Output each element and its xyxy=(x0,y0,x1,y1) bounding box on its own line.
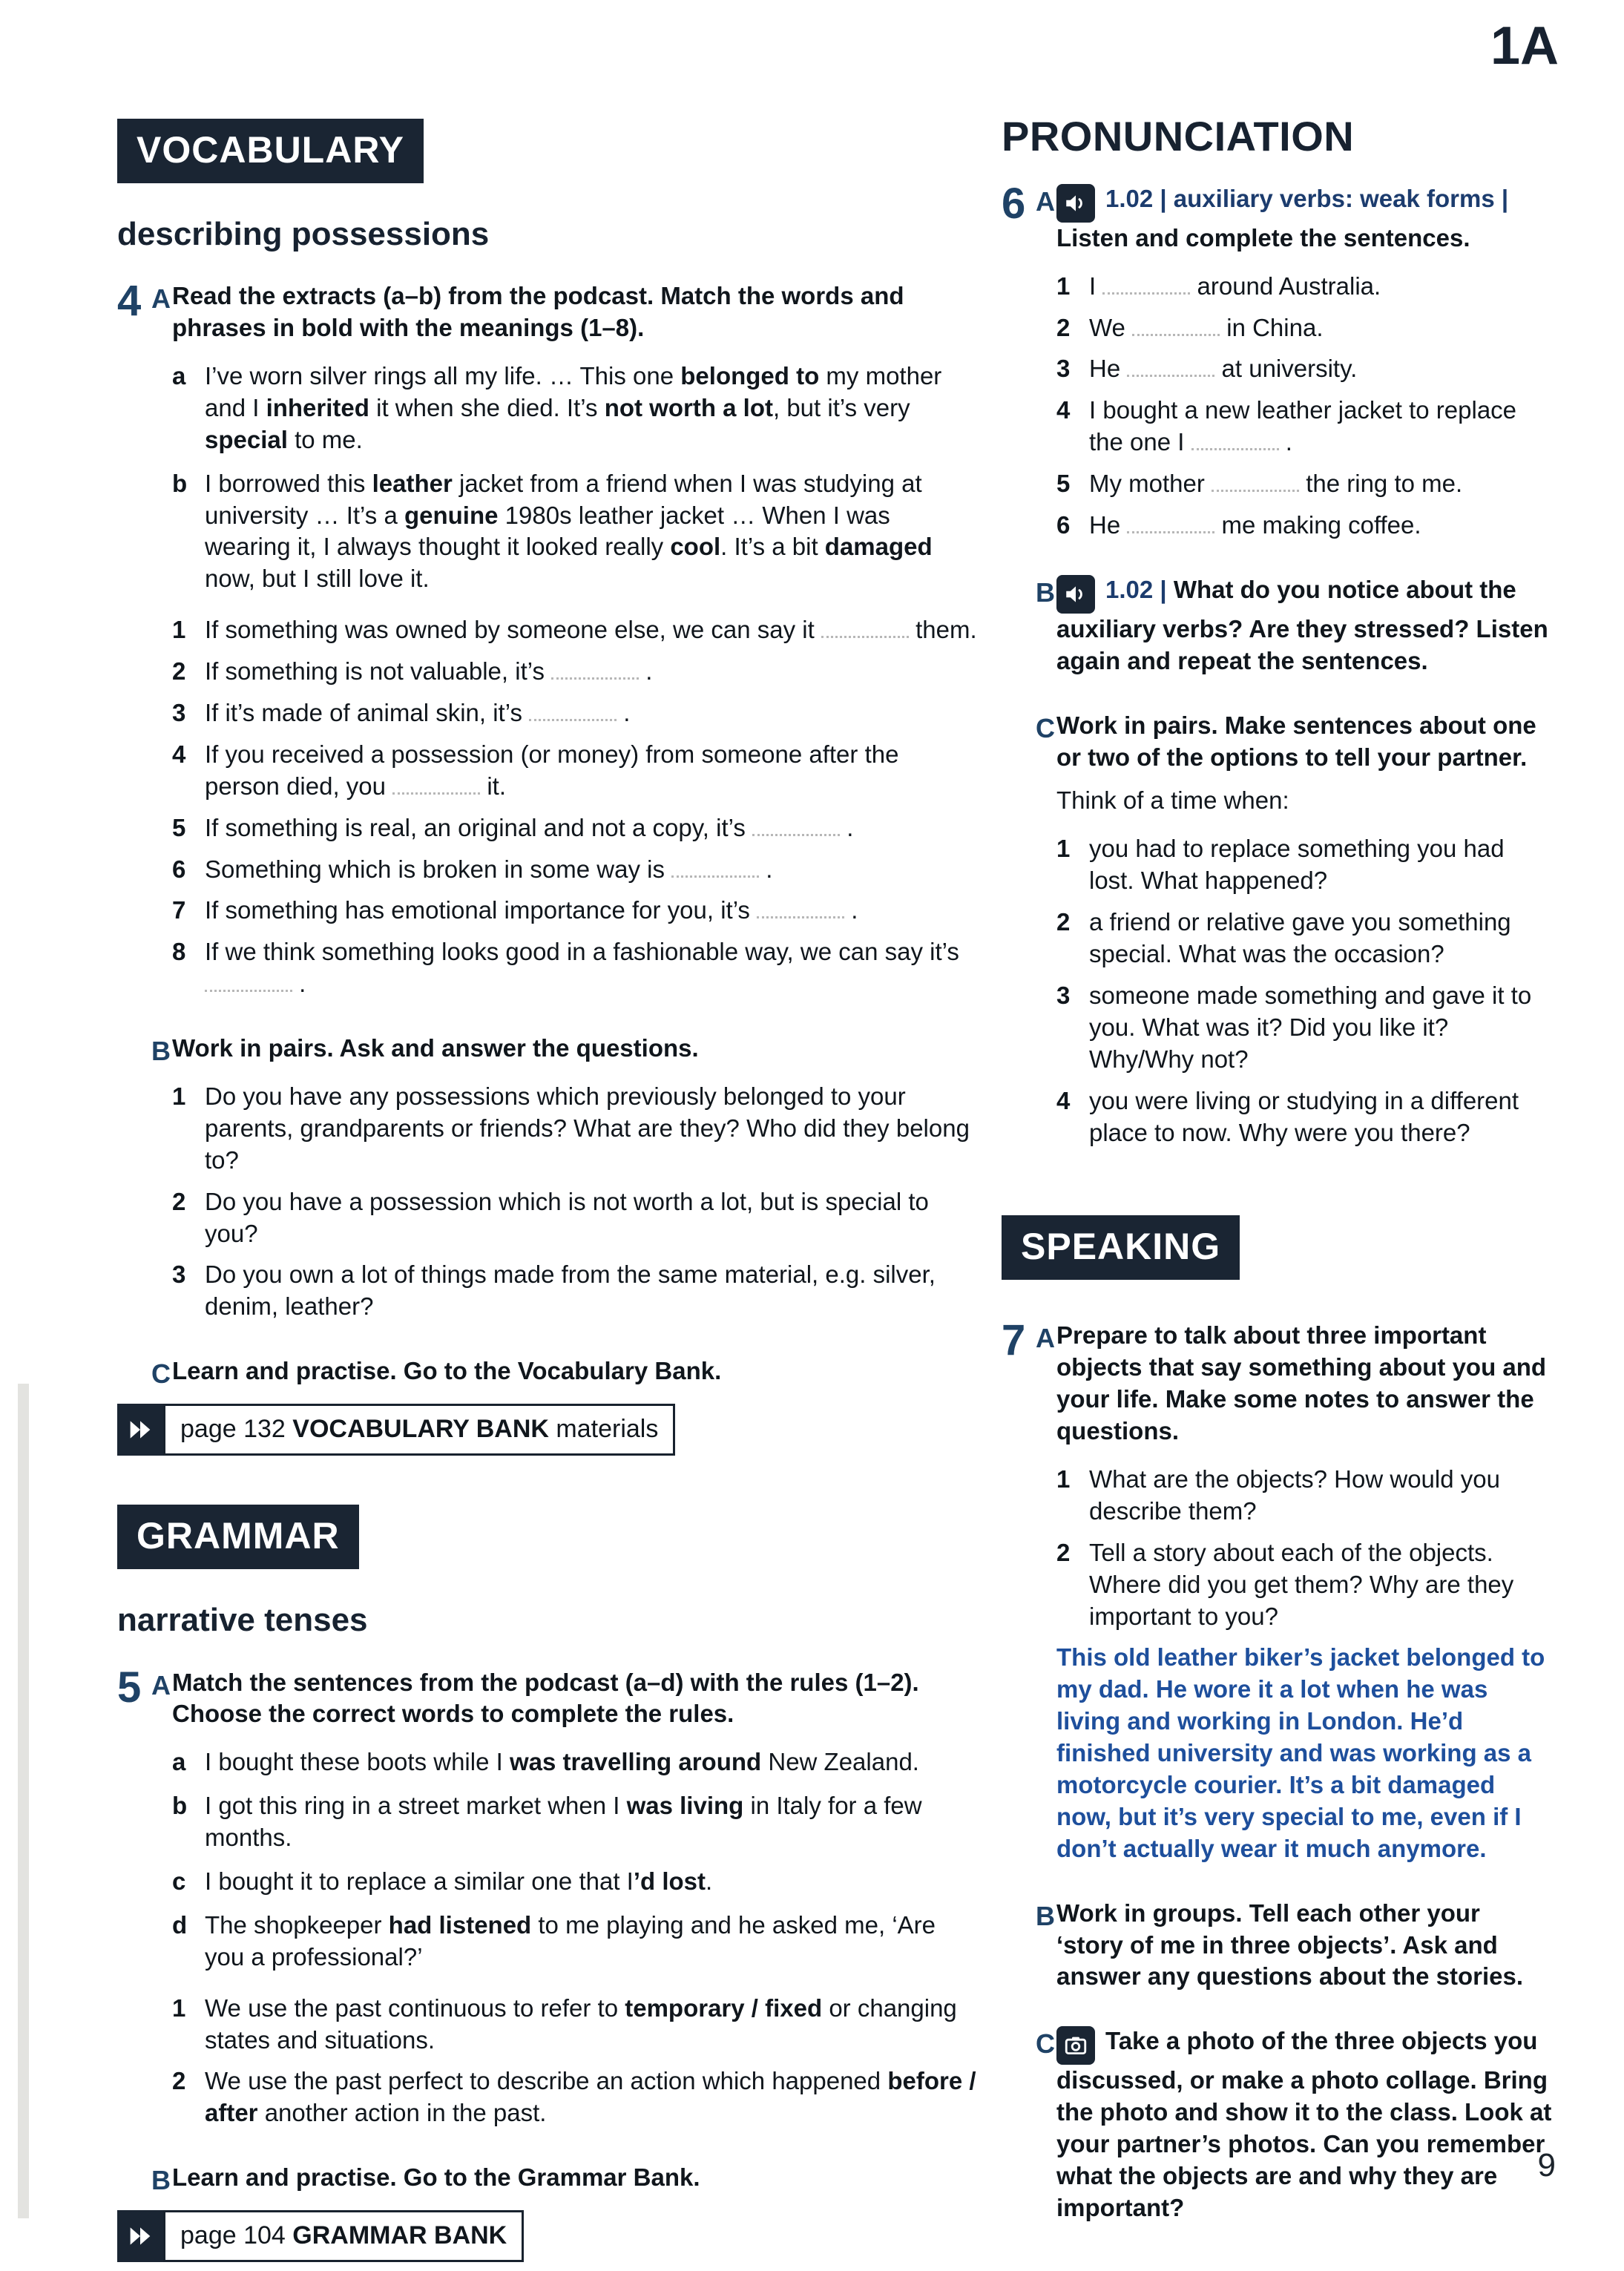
rule-item xyxy=(172,1993,978,2057)
item-number: 4 xyxy=(1056,396,1071,424)
item-text: If something was owned by someone else, we can say it them. xyxy=(205,616,977,644)
exercise-7a-letter: A xyxy=(1036,1323,1055,1354)
item-text: If it’s made of animal skin, it’s . xyxy=(205,698,631,726)
meaning-item xyxy=(172,812,978,844)
sentence-text: I got this ring in a street market when I was living in Italy for a few months. xyxy=(205,1792,922,1852)
unit-label: 1A xyxy=(1490,16,1559,76)
extract-text: I’ve worn silver rings all my life. … This one belonged to my mother and I inherited it when she died. It’s not worth a lot, but it’s very special to me. xyxy=(205,361,942,453)
meaning-item xyxy=(172,936,978,1000)
item-text: He at university. xyxy=(1089,355,1358,383)
exercise-6c-instruction: Work in pairs. Make sentences about one or two of the options to tell your partner. xyxy=(1056,711,1536,771)
right-column xyxy=(1002,110,1552,2251)
note-questions xyxy=(1056,1464,1552,1632)
vocabulary-section-banner: VOCABULARY xyxy=(117,119,424,183)
item-text: He me making coffee. xyxy=(1089,511,1421,539)
sentence-letter: b xyxy=(172,1792,188,1820)
item-text: you were living or studying in a different place to now. Why were you there? xyxy=(1089,1086,1519,1146)
item-number: 6 xyxy=(172,855,186,883)
bank-name: GRAMMAR BANK xyxy=(292,2221,507,2250)
extract-b xyxy=(172,468,978,596)
podcast-extracts xyxy=(172,361,978,595)
exercise-4b-instruction: Work in pairs. Ask and answer the questions. xyxy=(172,1034,699,1062)
exercise-5a xyxy=(117,1663,978,2130)
rule-item xyxy=(172,2065,978,2129)
grammar-rules xyxy=(172,1993,978,2130)
exercise-7a-instruction: Prepare to talk about three important objects that say something about you and your life. Make some notes to answer the questions. xyxy=(1056,1321,1547,1445)
exercise-4b xyxy=(117,1033,978,1323)
item-number: 7 xyxy=(172,896,186,924)
question-item xyxy=(172,1259,978,1323)
item-text: Tell a story about each of the objects. Where did you get them? Why are they important to you? xyxy=(1089,1538,1514,1630)
item-number: 1 xyxy=(1056,1465,1071,1493)
item-number: 2 xyxy=(1056,313,1071,341)
item-text: We use the past perfect to describe an action which happened before / after another action in the past. xyxy=(205,2067,976,2127)
item-number: 2 xyxy=(172,2067,186,2095)
item-number: 2 xyxy=(172,657,186,686)
grammar-section-banner: GRAMMAR xyxy=(117,1505,359,1569)
gap-sentence xyxy=(1056,312,1552,344)
exercise-7c xyxy=(1002,2025,1552,2224)
item-text: Do you have a possession which is not worth a lot, but is special to you? xyxy=(205,1187,929,1247)
sentence-letter: a xyxy=(172,1748,186,1776)
double-chevron-icon xyxy=(117,2210,163,2262)
item-number: 5 xyxy=(1056,470,1071,498)
exercise-6-number: 6 xyxy=(1002,179,1026,228)
exercise-6a xyxy=(1002,179,1552,542)
speaking-section-banner: SPEAKING xyxy=(1002,1215,1240,1280)
item-number: 1 xyxy=(1056,835,1071,863)
exercise-5b xyxy=(117,2162,978,2194)
extract-a xyxy=(172,361,978,456)
sentence-a xyxy=(172,1746,978,1778)
gap-sentences xyxy=(1056,271,1552,542)
item-number: 8 xyxy=(172,938,186,966)
meanings-list xyxy=(172,614,978,1000)
exercise-5a-instruction: Match the sentences from the podcast (a–d) with the rules (1–2). Choose the correct words to complete the rules. xyxy=(172,1668,919,1728)
gap-sentence xyxy=(1056,271,1552,303)
exercise-6a-instruction xyxy=(1056,183,1552,254)
item-text: I bought a new leather jacket to replace the one I . xyxy=(1089,396,1517,456)
exercise-6b xyxy=(1002,574,1552,677)
question-item xyxy=(172,1186,978,1250)
meaning-item xyxy=(172,739,978,803)
item-text: We use the past continuous to refer to temporary / fixed or changing states and situations. xyxy=(205,1994,957,2054)
pronunciation-heading: PRONUNCIATION xyxy=(1002,113,1355,160)
item-number: 3 xyxy=(172,698,186,726)
exercise-4b-letter: B xyxy=(151,1036,171,1067)
listen-instruction: Listen and complete the sentences. xyxy=(1056,223,1470,252)
item-text: someone made something and gave it to you. What was it? Did you like it? Why/Why not? xyxy=(1089,981,1532,1073)
speaker-icon[interactable] xyxy=(1056,184,1095,223)
sentence-text: I bought these boots while I was travelling around New Zealand. xyxy=(205,1748,919,1776)
item-number: 3 xyxy=(172,1261,186,1289)
exercise-4c xyxy=(117,1355,978,1390)
notice-instruction: What do you notice about the auxiliary verbs? Are they stressed? Listen again and repeat the sentences. xyxy=(1056,575,1548,674)
item-number: 2 xyxy=(1056,1538,1071,1566)
exercise-5-number: 5 xyxy=(117,1663,142,1712)
item-text: Something which is broken in some way is . xyxy=(205,855,773,883)
item-number: 2 xyxy=(1056,908,1071,936)
item-number: 1 xyxy=(172,1082,186,1110)
page-number: 9 xyxy=(1537,2147,1556,2183)
exercise-5a-letter: A xyxy=(151,1669,171,1700)
sentence-text: I bought it to replace a similar one that I’d lost. xyxy=(205,1867,713,1895)
question-item xyxy=(1056,1537,1552,1633)
exercise-6b-instruction xyxy=(1056,574,1552,677)
exercise-6c xyxy=(1002,710,1552,1149)
extract-text: I borrowed this leather jacket from a friend when I was studying at university … It’s a genuine 1980s leather jacket … When I was wearing it, I always thought it looked really cool. It’s a bit damaged now, but I still love it. xyxy=(205,469,933,593)
vocabulary-bank-link[interactable] xyxy=(117,1404,675,1456)
exercise-4a-instruction: Read the extracts (a–b) from the podcast. Match the words and phrases in bold with the meanings (1–8). xyxy=(172,282,904,342)
podcast-sentences xyxy=(172,1746,978,1973)
question-item xyxy=(172,1081,978,1177)
exercise-4c-letter: C xyxy=(151,1358,171,1390)
page-edge-shadow xyxy=(18,1384,29,2218)
exercise-7b-letter: B xyxy=(1036,1900,1055,1931)
meaning-item xyxy=(172,697,978,729)
question-item xyxy=(1056,1464,1552,1528)
sentence-c xyxy=(172,1866,978,1898)
item-text: If something has emotional importance for you, it’s . xyxy=(205,896,858,924)
item-text: My mother the ring to me. xyxy=(1089,470,1463,498)
grammar-subheading: narrative tenses xyxy=(117,1602,368,1639)
exercise-6a-letter: A xyxy=(1036,185,1055,217)
speaking-options xyxy=(1056,833,1552,1148)
exercise-7c-instruction xyxy=(1056,2025,1552,2224)
option-item xyxy=(1056,907,1552,970)
exercise-7-number: 7 xyxy=(1002,1316,1026,1365)
item-number: 1 xyxy=(172,1994,186,2022)
grammar-bank-link[interactable] xyxy=(117,2210,524,2262)
item-text: If we think something looks good in a fashionable way, we can say it’s . xyxy=(205,938,959,998)
exercise-5b-instruction: Learn and practise. Go to the Grammar Bank. xyxy=(172,2163,700,2192)
extract-letter: a xyxy=(172,361,186,390)
sentence-d xyxy=(172,1910,978,1973)
gap-sentence xyxy=(1056,353,1552,385)
item-text: If something is real, an original and not a copy, it’s . xyxy=(205,813,854,841)
vocabulary-bank-label xyxy=(163,1404,675,1456)
exercise-6b-letter: B xyxy=(1036,576,1055,608)
item-number: 2 xyxy=(172,1187,186,1215)
exercise-4a xyxy=(117,277,978,1000)
double-chevron-icon xyxy=(117,1404,163,1456)
item-text: What are the objects? How would you describe them? xyxy=(1089,1465,1500,1525)
option-item xyxy=(1056,980,1552,1076)
gap-sentence xyxy=(1056,510,1552,542)
exercise-5b-letter: B xyxy=(151,2165,171,2196)
option-item xyxy=(1056,1085,1552,1149)
sentence-b xyxy=(172,1790,978,1854)
left-column xyxy=(117,119,978,2271)
item-text: We in China. xyxy=(1089,313,1324,341)
item-text: a friend or relative gave you something special. What was the occasion? xyxy=(1089,908,1511,968)
meaning-item xyxy=(172,854,978,886)
item-text: If something is not valuable, it’s . xyxy=(205,657,653,686)
bank-page-ref: page 104 xyxy=(180,2221,286,2250)
item-number: 3 xyxy=(1056,981,1071,1009)
gap-sentence xyxy=(1056,468,1552,500)
item-text: If you received a possession (or money) from someone after the person died, you it. xyxy=(205,740,899,800)
audio-track-label: 1.02 | auxiliary verbs: weak forms | xyxy=(1105,184,1509,212)
exercise-4c-instruction: Learn and practise. Go to the Vocabulary Bank. xyxy=(172,1357,722,1385)
exercise-7c-letter: C xyxy=(1036,2028,1055,2060)
exercise-6c-lead: Think of a time when: xyxy=(1056,786,1289,815)
speaker-icon[interactable] xyxy=(1056,575,1095,614)
item-number: 6 xyxy=(1056,511,1071,539)
item-text: you had to replace something you had lost. What happened? xyxy=(1089,835,1505,895)
exercise-4-number: 4 xyxy=(117,277,142,326)
meaning-item xyxy=(172,656,978,688)
item-text: Do you have any possessions which previously belonged to your parents, grandparents or friends? What are they? Who did they belong to? xyxy=(205,1082,970,1174)
sentence-text: The shopkeeper had listened to me playing and he asked me, ‘Are you a professional?’ xyxy=(205,1910,936,1971)
exercise-7b xyxy=(1002,1898,1552,1994)
sentence-letter: d xyxy=(172,1910,188,1939)
meaning-item xyxy=(172,895,978,927)
audio-track-label: 1.02 | xyxy=(1105,575,1167,603)
vocabulary-subheading: describing possessions xyxy=(117,216,490,252)
model-answer-text: This old leather biker’s jacket belonged to my dad. He wore it a lot when he was living and working in London. He’d finished university and was working as a motorcycle courier. It’s a bit damaged now, but it’s very special to me, even if I don’t actually wear it much anymore. xyxy=(1056,1643,1545,1862)
item-number: 4 xyxy=(172,740,186,768)
exercise-7b-instruction: Work in groups. Tell each other your ‘story of me in three objects’. Ask and answer any questions about the stories. xyxy=(1056,1899,1523,1991)
pair-questions xyxy=(172,1081,978,1323)
camera-icon[interactable] xyxy=(1056,2026,1095,2065)
meaning-item xyxy=(172,614,978,646)
exercise-6c-letter: C xyxy=(1036,712,1055,743)
grammar-bank-label xyxy=(163,2210,524,2262)
item-number: 5 xyxy=(172,813,186,841)
item-text: I around Australia. xyxy=(1089,272,1381,300)
item-text: Do you own a lot of things made from the same material, e.g. silver, denim, leather? xyxy=(205,1261,936,1321)
photo-task-text: Take a photo of the three objects you discussed, or make a photo collage. Bring the photo and show it to the class. Look at your partner’s photos. Can you remember what the objects are and why they are important? xyxy=(1056,2027,1552,2221)
bank-name: VOCABULARY BANK xyxy=(292,1415,549,1444)
extract-letter: b xyxy=(172,469,188,497)
gap-sentence xyxy=(1056,395,1552,459)
bank-topic: materials xyxy=(556,1415,659,1444)
exercise-4a-letter: A xyxy=(151,283,171,315)
item-number: 1 xyxy=(172,616,186,644)
item-number: 1 xyxy=(1056,272,1071,300)
option-item xyxy=(1056,833,1552,897)
exercise-7a xyxy=(1002,1316,1552,1864)
item-number: 4 xyxy=(1056,1086,1071,1114)
bank-page-ref: page 132 xyxy=(180,1415,286,1444)
sentence-letter: c xyxy=(172,1867,186,1895)
item-number: 3 xyxy=(1056,355,1071,383)
